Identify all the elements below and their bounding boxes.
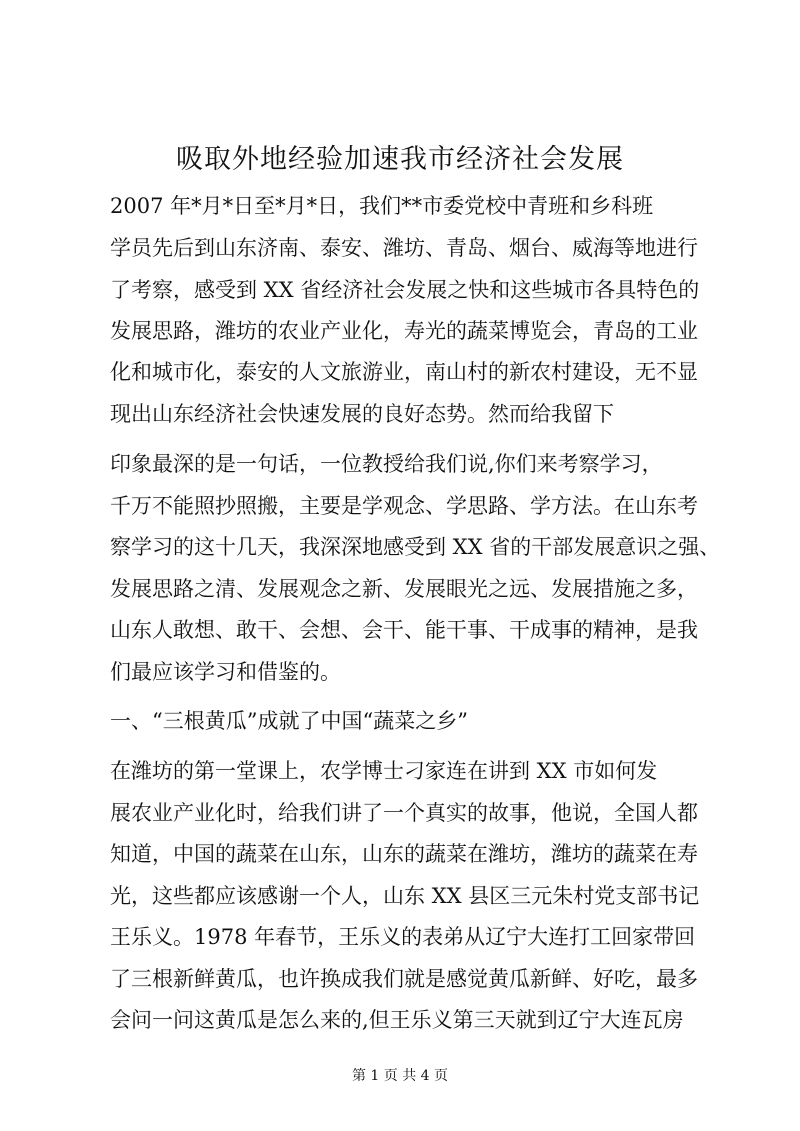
body-line: 王乐义。1978 年春节，王乐义的表弟从辽宁大连打工回家带回 bbox=[110, 925, 696, 949]
body-line: 知道，中国的蔬菜在山东，山东的蔬菜在潍坊，潍坊的蔬菜在寿 bbox=[110, 842, 698, 866]
body-line: 千万不能照抄照搬，主要是学观念、学思路、学方法。在山东考 bbox=[110, 494, 698, 518]
body-line: 了三根新鲜黄瓜，也许换成我们就是感觉黄瓜新鲜、好吃，最多 bbox=[110, 967, 698, 991]
body-line: 印象最深的是一句话，一位教授给我们说,你们来考察学习， bbox=[110, 452, 663, 476]
body-line: 发展思路之清、发展观念之新、发展眼光之远、发展措施之多， bbox=[110, 577, 698, 601]
body-line: 化和城市化，泰安的人文旅游业，南山村的新农村建设，无不显 bbox=[110, 360, 698, 384]
body-line: 2007 年*月*日至*月*日，我们**市委党校中青班和乡科班 bbox=[110, 194, 654, 218]
body-line: 在潍坊的第一堂课上，农学博士刁家连在讲到 XX 市如何发 bbox=[110, 759, 658, 783]
body-line: 学员先后到山东济南、泰安、潍坊、青岛、烟台、威海等地进行 bbox=[110, 236, 698, 260]
document-title: 吸取外地经验加速我市经济社会发展 bbox=[176, 144, 624, 175]
body-line: 了考察，感受到 XX 省经济社会发展之快和这些城市各具特色的 bbox=[110, 278, 700, 302]
body-line: 会问一问这黄瓜是怎么来的,但王乐义第三天就到辽宁大连瓦房 bbox=[110, 1008, 684, 1032]
body-line: 山东人敢想、敢干、会想、会干、能干事、干成事的精神，是我 bbox=[110, 618, 698, 642]
body-line: 现出山东经济社会快速发展的良好态势。然而给我留下 bbox=[110, 402, 614, 426]
body-line: 光，这些都应该感谢一个人，山东 XX 县区三元朱村党支部书记 bbox=[110, 884, 700, 908]
body-line: 展农业产业化时，给我们讲了一个真实的故事，他说，全国人都 bbox=[110, 801, 698, 825]
page-number-footer: 第 1 页 共 4 页 bbox=[351, 1068, 449, 1084]
section-heading: 一、“三根黄瓜”成就了中国“蔬菜之乡” bbox=[110, 709, 468, 733]
body-line: 察学习的这十几天，我深深地感受到 XX 省的干部发展意识之强、 bbox=[110, 535, 721, 559]
body-line: 们最应该学习和借鉴的。 bbox=[110, 660, 341, 684]
body-line: 发展思路，潍坊的农业产业化，寿光的蔬菜博览会，青岛的工业 bbox=[110, 319, 698, 343]
